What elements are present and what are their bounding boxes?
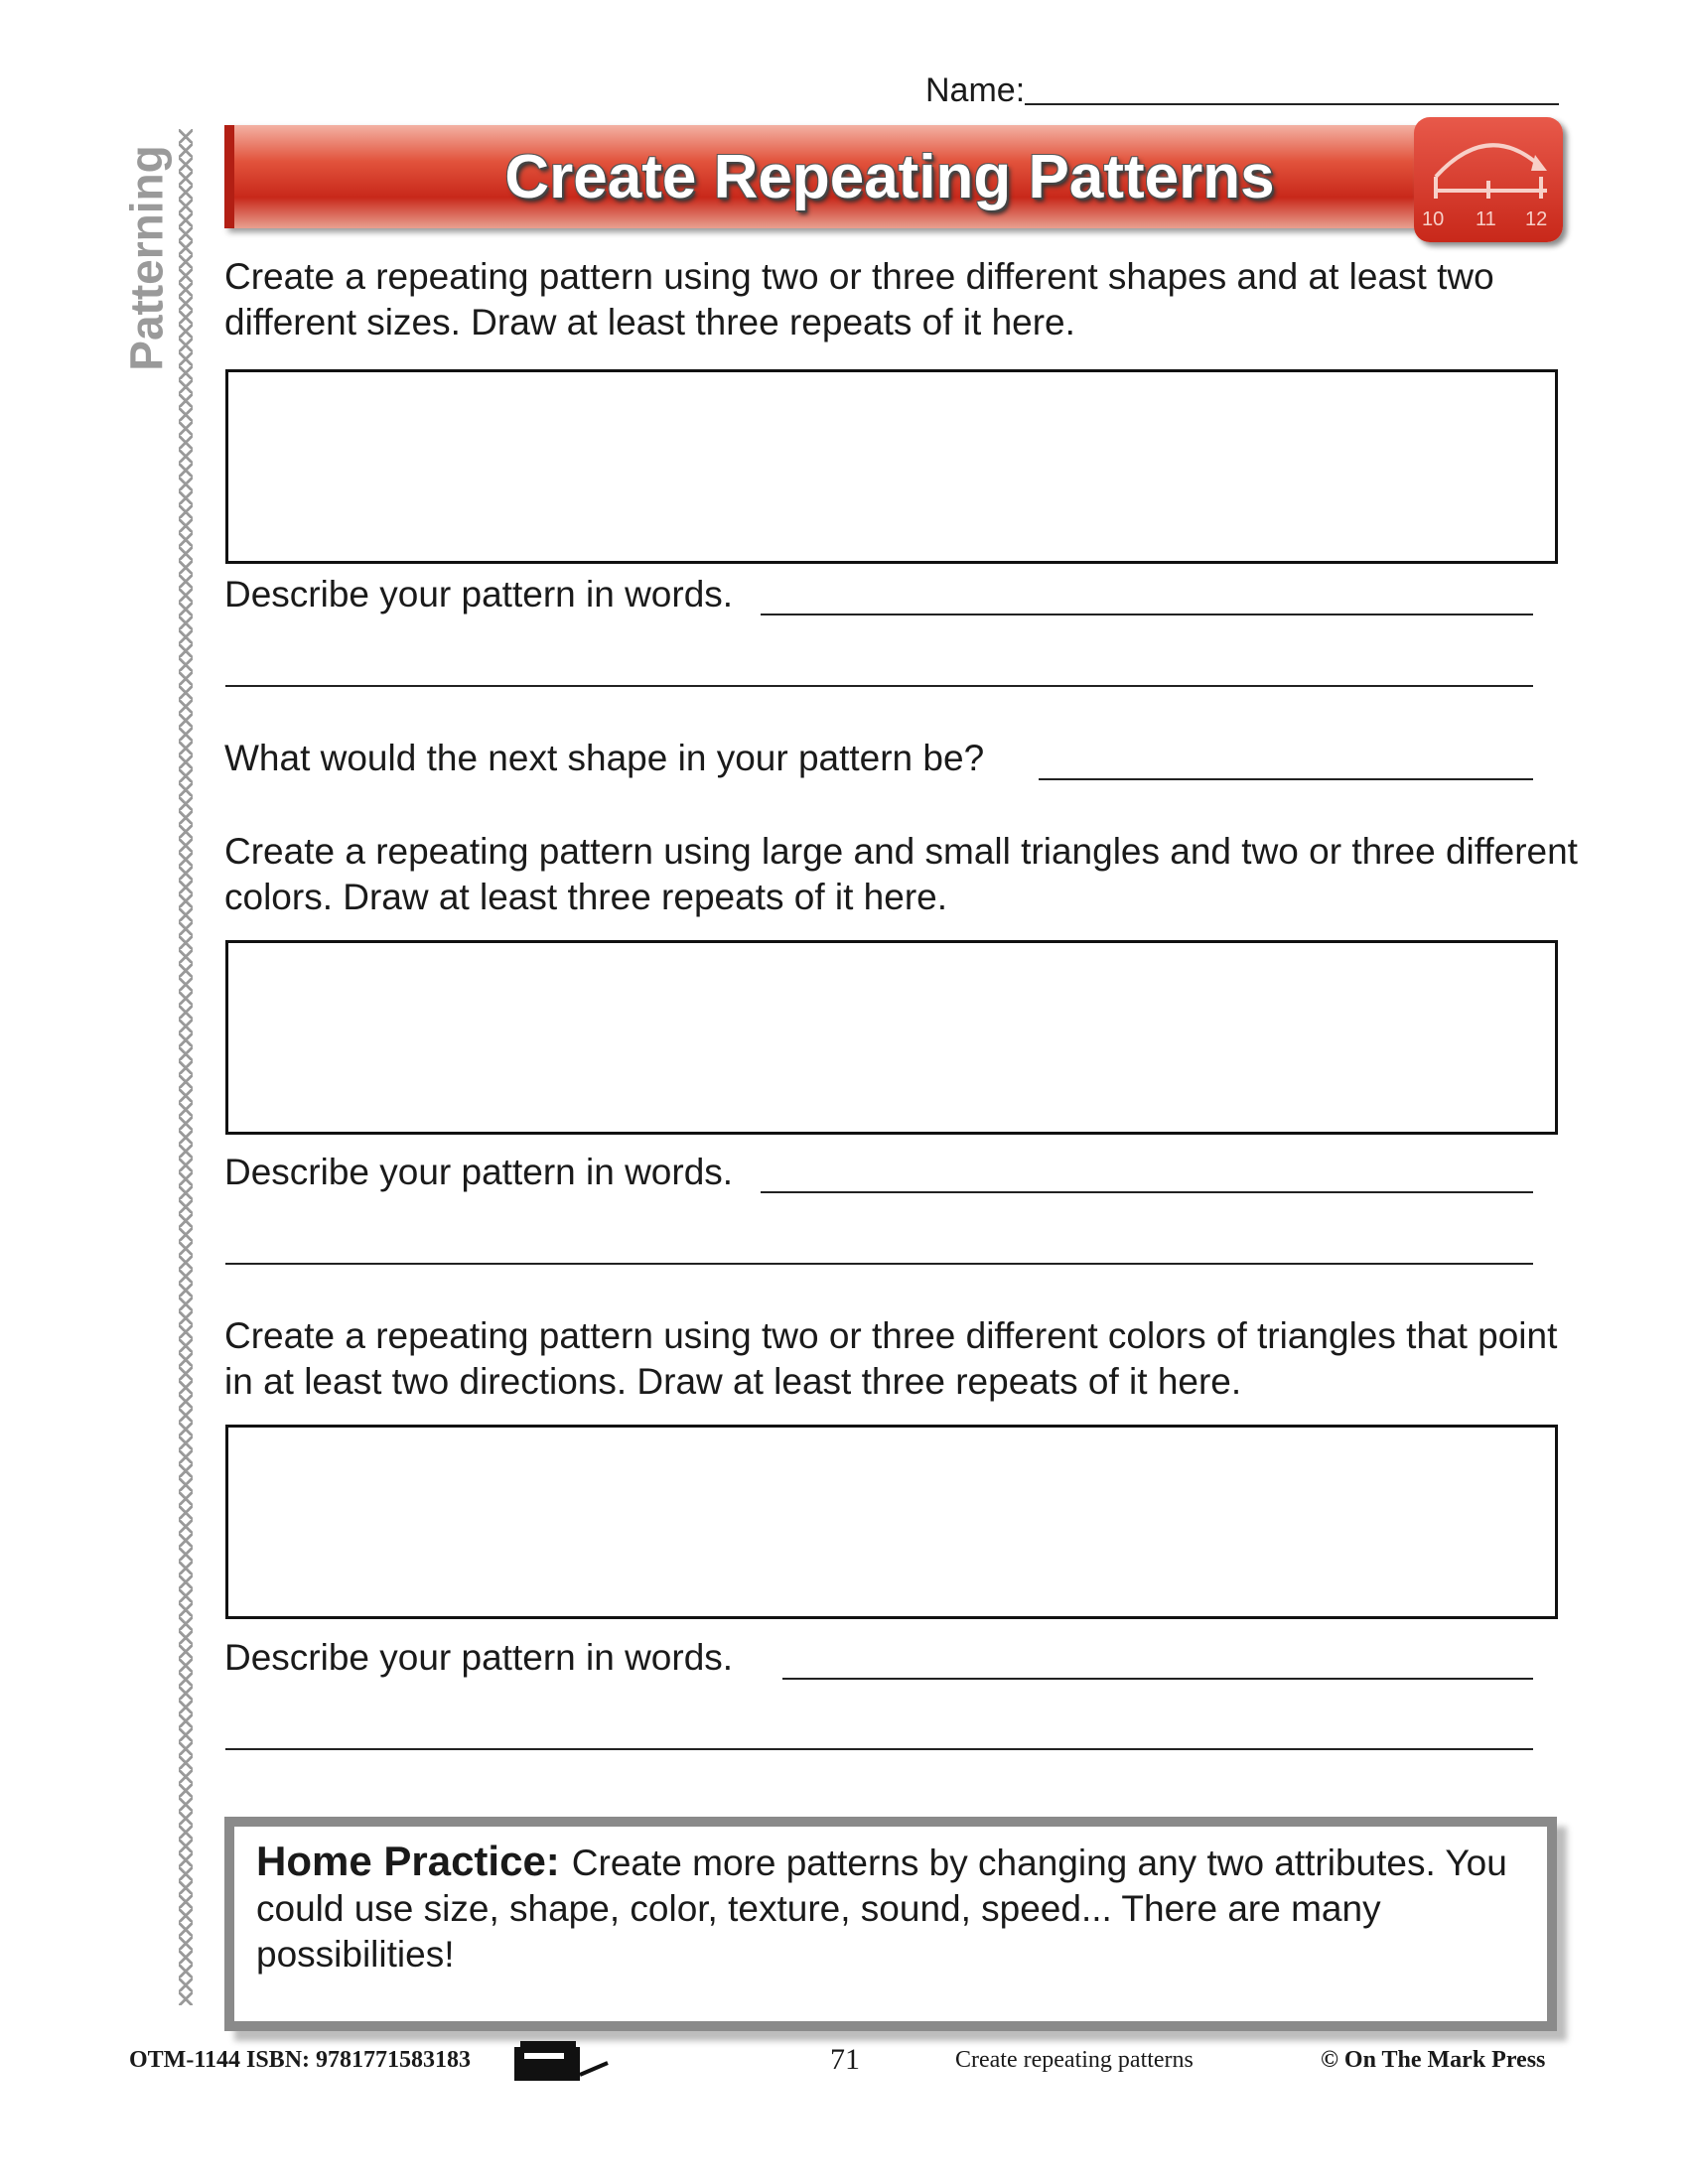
section-2-answer-line[interactable] [761, 1191, 1533, 1193]
grade-number: 11 [1476, 208, 1496, 230]
footer-copyright: © On The Mark Press [1321, 2047, 1546, 2073]
page-number: 71 [830, 2043, 860, 2076]
section-3-drawing-box[interactable] [225, 1425, 1558, 1619]
section-1-answer-line[interactable] [761, 614, 1533, 615]
home-practice-heading: Home Practice: [256, 1838, 560, 1884]
section-3-prompt: Create a repeating pattern using two or three different colors of triangles that point in at least two directions. Draw at least three repeats of it here. [224, 1315, 1558, 1402]
side-title-text: Patterning [121, 145, 173, 371]
grade-number: 12 [1525, 208, 1548, 230]
section-3-answer-line[interactable] [782, 1678, 1533, 1680]
next-shape-answer-line[interactable] [1039, 778, 1533, 780]
footer-topic: Create repeating patterns [955, 2047, 1194, 2073]
section-2-prompt: Create a repeating pattern using large and small triangles and two or three different colors. Draw at least three repeats of it here. [224, 831, 1578, 917]
grade-badge [1414, 117, 1563, 242]
section-1-prompt: Create a repeating pattern using two or three different shapes and at least two different sizes. Draw at least three repeats of it here. [224, 256, 1494, 342]
name-field-line[interactable] [1025, 103, 1559, 105]
section-3-answer-line[interactable] [225, 1748, 1533, 1750]
home-practice-body: Create more patterns by changing any two attributes. You could use size, shape, color, texture, sound, speed... There are many possibilities! [256, 1843, 1507, 1975]
section-1-describe-label: Describe your pattern in words. [224, 574, 734, 614]
decorative-side-border [179, 129, 193, 2005]
section-3-describe-label: Describe your pattern in words. [224, 1637, 734, 1678]
photocopier-icon [512, 2037, 612, 2085]
home-practice-text [256, 1839, 1537, 1978]
section-2-drawing-box[interactable] [225, 940, 1558, 1135]
section-1-drawing-box[interactable] [225, 369, 1558, 564]
section-2-answer-line[interactable] [225, 1263, 1533, 1265]
name-label: Name: [925, 71, 1026, 109]
page-title: Create Repeating Patterns [504, 142, 1275, 211]
section-2-describe-label: Describe your pattern in words. [224, 1152, 734, 1192]
footer-isbn: OTM-1144 ISBN: 9781771583183 [129, 2047, 472, 2073]
grade-number: 10 [1422, 208, 1445, 230]
side-title [107, 139, 187, 377]
section-1-answer-line[interactable] [225, 685, 1533, 687]
section-1-next-shape-label: What would the next shape in your pattern be? [224, 738, 985, 778]
